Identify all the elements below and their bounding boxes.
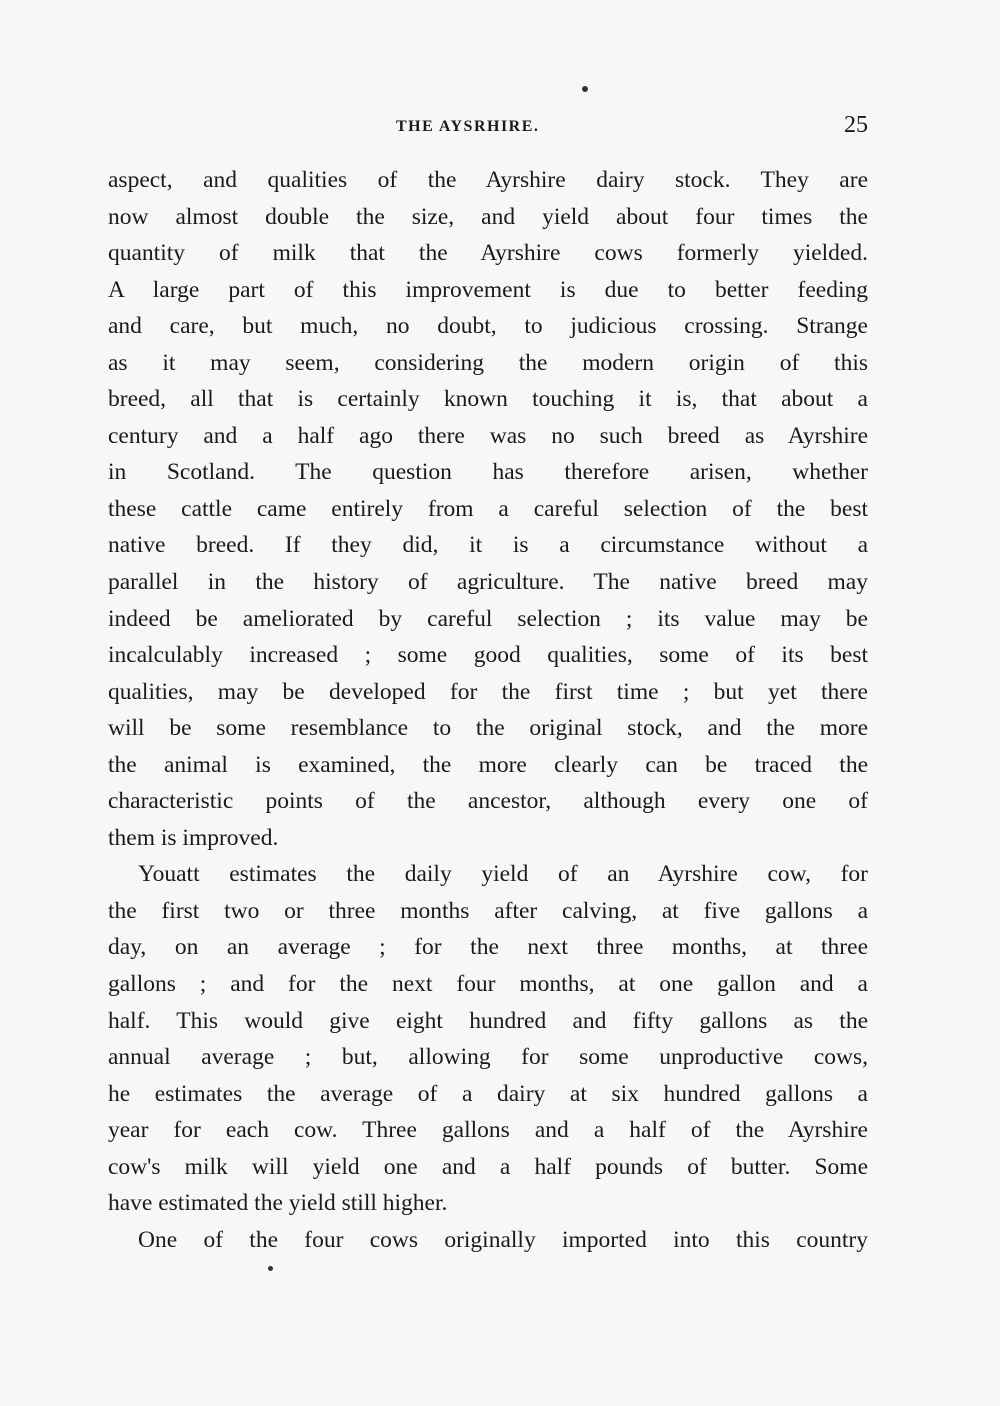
text-line: quantity of milk that the Ayrshire cows formerly yielded. xyxy=(108,240,868,267)
text-line: characteristic points of the ancestor, although every one of xyxy=(108,788,868,815)
text-line: year for each cow. Three gallons and a half of the Ayrshire xyxy=(108,1117,868,1144)
text-line: A large part of this improvement is due to better feeding xyxy=(108,276,868,303)
text-line: aspect, and qualities of the Ayrshire dairy stock. They are xyxy=(108,167,868,193)
text-line: will be some resemblance to the original stock, and the more xyxy=(108,715,868,742)
text-line: cow's milk will yield one and a half pounds of butter. Some xyxy=(108,1153,868,1180)
text-line: day, on an average ; for the next three months, at three xyxy=(108,934,868,961)
running-title: THE AYSRHIRE. xyxy=(396,118,540,135)
ink-speck xyxy=(582,86,588,92)
text-line: half. This would give eight hundred and fifty gallons as the xyxy=(108,1007,868,1034)
text-line: them is improved. xyxy=(108,824,279,851)
text-line: the animal is examined, the more clearly can be traced the xyxy=(108,751,868,778)
ink-speck xyxy=(268,1266,273,1271)
text-line: One of the four cows originally imported into this country xyxy=(138,1226,868,1253)
text-line: century and a half ago there was no such breed as Ayrshire xyxy=(108,422,868,449)
text-line: these cattle came entirely from a careful selection of the best xyxy=(108,495,868,522)
text-line: he estimates the average of a dairy at six hundred gallons a xyxy=(108,1080,868,1107)
text-line: and care, but much, no doubt, to judicious crossing. Strange xyxy=(108,313,868,340)
text-line: qualities, may be developed for the first time ; but yet there xyxy=(108,678,868,705)
text-line: as it may seem, considering the modern origin of this xyxy=(108,349,868,376)
text-line: Youatt estimates the daily yield of an Ayrshire cow, for xyxy=(138,861,868,888)
text-line: the first two or three months after calving, at five gallons a xyxy=(108,897,868,924)
text-line: incalculably increased ; some good qualities, some of its best xyxy=(108,642,868,669)
text-line: gallons ; and for the next four months, at one gallon and a xyxy=(108,971,868,998)
text-line: parallel in the history of agriculture. The native breed may xyxy=(108,569,868,596)
body-text xyxy=(108,162,868,1258)
text-line: in Scotland. The question has therefore arisen, whether xyxy=(108,459,868,486)
text-line: indeed be ameliorated by careful selection ; its value may be xyxy=(108,605,868,632)
page-header xyxy=(108,114,868,144)
page-number: 25 xyxy=(844,112,868,138)
text-line: native breed. If they did, it is a circumstance without a xyxy=(108,532,868,559)
text-line: annual average ; but, allowing for some unproductive cows, xyxy=(108,1044,868,1071)
text-line: have estimated the yield still higher. xyxy=(108,1190,448,1217)
text-line: now almost double the size, and yield about four times the xyxy=(108,203,868,230)
text-line: breed, all that is certainly known touching it is, that about a xyxy=(108,386,868,413)
